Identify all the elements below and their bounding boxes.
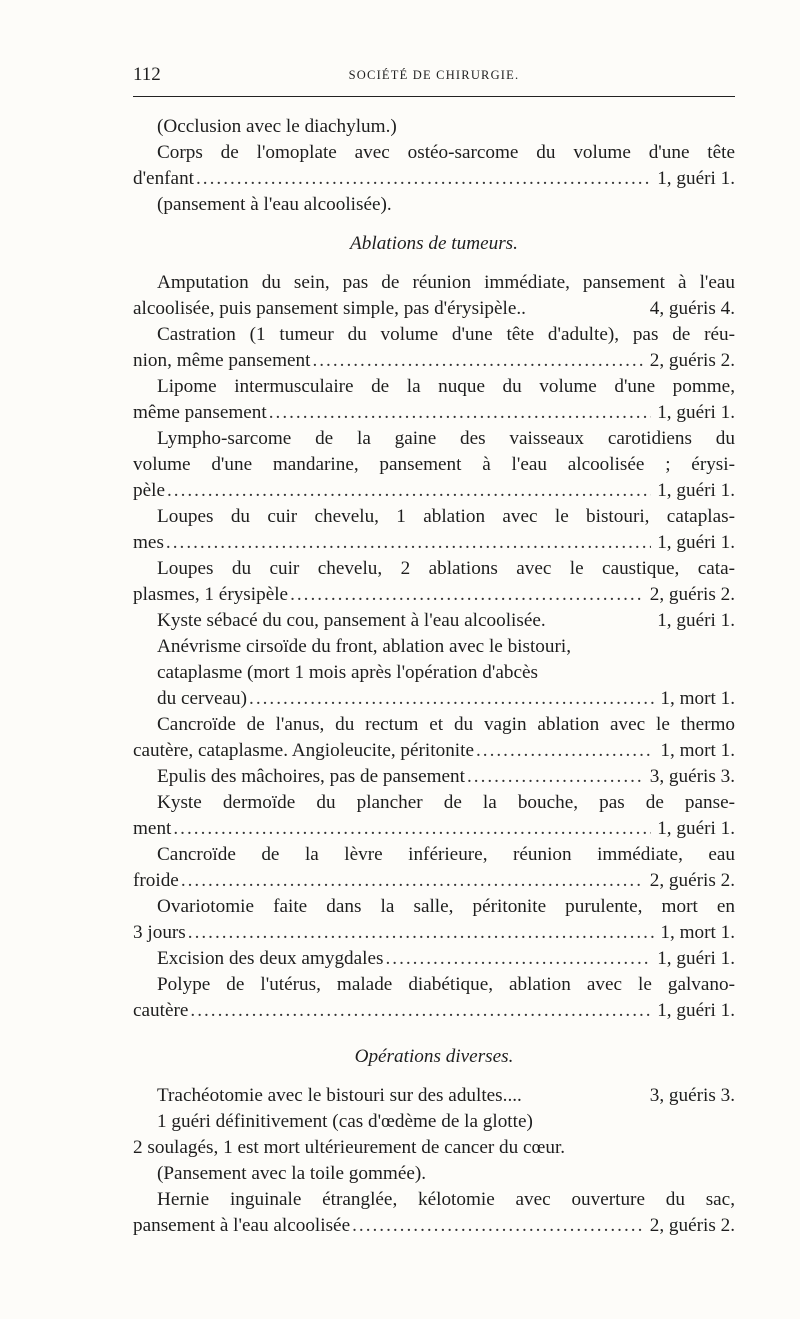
entry-line xyxy=(133,1213,735,1239)
entry-text: nion, même pansement xyxy=(133,350,311,371)
entry-result: 2, guéris 2. xyxy=(649,350,735,371)
section-title: Opérations diverses. xyxy=(354,1046,514,1067)
entry-result: 1, guéri 1. xyxy=(657,480,735,501)
page-body xyxy=(133,114,735,1239)
page-header xyxy=(133,62,735,88)
text-line: Hernie inguinale étranglée, kélotomie avec ouverture du sac, xyxy=(157,1189,735,1210)
text-line: Cancroïde de la lèvre inférieure, réunion immédiate, eau xyxy=(157,844,735,865)
entry-text: froide xyxy=(133,870,179,891)
text-line: volume d'une mandarine, pansement à l'eau alcoolisée ; érysi- xyxy=(133,454,735,475)
entry-text: pèle xyxy=(133,480,165,501)
text-line: (Pansement avec la toile gommée). xyxy=(157,1163,427,1184)
entry-result: 2, guéris 2. xyxy=(649,584,735,605)
entry-result: 3, guéris 3. xyxy=(649,766,735,787)
section-title: Ablations de tumeurs. xyxy=(350,233,518,254)
leader-dots xyxy=(188,920,655,946)
text-line: Castration (1 tumeur du volume d'une tête d'adulte), pas de réu- xyxy=(157,324,735,345)
text-line: Loupes du cuir chevelu, 2 ablations avec le caustique, cata- xyxy=(157,558,735,579)
entry-text: Epulis des mâchoires, pas de pansement xyxy=(157,766,465,787)
text-line: Loupes du cuir chevelu, 1 ablation avec le bistouri, cataplas- xyxy=(157,506,735,527)
entry-text: Trachéotomie avec le bistouri sur des adultes.... xyxy=(157,1085,522,1106)
entry-result: 1, guéri 1. xyxy=(657,818,735,839)
entry-line xyxy=(133,816,735,842)
entry-line xyxy=(133,530,735,556)
entry-text: ment xyxy=(133,818,172,839)
text-line: Cancroïde de l'anus, du rectum et du vagin ablation avec le thermo xyxy=(157,714,735,735)
entry-line xyxy=(133,608,735,634)
entry-result: 1, mort 1. xyxy=(660,740,735,761)
leader-dots xyxy=(173,816,651,842)
entry-result: 1, guéri 1. xyxy=(657,168,735,189)
leader-dots xyxy=(467,764,644,790)
leader-dots xyxy=(290,582,644,608)
text-line: Kyste dermoïde du plancher de la bouche, pas de panse- xyxy=(157,792,735,813)
text-line: 2 soulagés, 1 est mort ultérieurement de cancer du cœur. xyxy=(133,1137,566,1158)
text-line: Polype de l'utérus, malade diabétique, ablation avec le galvano- xyxy=(157,974,735,995)
text-line: Anévrisme cirsoïde du front, ablation avec le bistouri, xyxy=(157,636,572,657)
leader-dots xyxy=(190,998,651,1024)
entry-line xyxy=(133,920,735,946)
entry-result: 4, guéris 4. xyxy=(649,298,735,319)
text-line: Ovariotomie faite dans la salle, péritonite purulente, mort en xyxy=(157,896,735,917)
entry-result: 2, guéris 2. xyxy=(649,870,735,891)
text-line: 1 guéri définitivement (cas d'œdème de la glotte) xyxy=(157,1111,533,1132)
leader-dots xyxy=(476,738,654,764)
entry-result: 1, mort 1. xyxy=(660,688,735,709)
entry-result: 1, guéri 1. xyxy=(657,948,735,969)
header-rule xyxy=(133,96,735,97)
entry-line xyxy=(133,868,735,894)
leader-dots xyxy=(196,166,651,192)
entry-text: même pansement xyxy=(133,402,267,423)
entry-text: Kyste sébacé du cou, pansement à l'eau alcoolisée. xyxy=(157,610,546,631)
entry-result: 1, mort 1. xyxy=(660,922,735,943)
entry-result: 1, guéri 1. xyxy=(657,532,735,553)
text-line: cataplasme (mort 1 mois après l'opération d'abcès xyxy=(157,662,538,683)
entry-result: 1, guéri 1. xyxy=(657,1000,735,1021)
entry-text: du cerveau) xyxy=(157,688,248,709)
entry-line xyxy=(133,296,735,322)
text-line: Corps de l'omoplate avec ostéo-sarcome du volume d'une tête xyxy=(157,142,735,163)
text-line: (Occlusion avec le diachylum.) xyxy=(157,116,397,137)
leader-dots xyxy=(181,868,644,894)
entry-text: cautère xyxy=(133,1000,189,1021)
leader-dots xyxy=(352,1213,644,1239)
entry-text: mes xyxy=(133,532,164,553)
entry-line xyxy=(133,166,735,192)
text-line: Lympho-sarcome de la gaine des vaisseaux carotidiens du xyxy=(157,428,735,449)
entry-text: Excision des deux amygdales xyxy=(157,948,384,969)
running-head: SOCIÉTÉ DE CHIRURGIE. xyxy=(348,68,520,82)
entry-result: 2, guéris 2. xyxy=(649,1215,735,1236)
page-number: 112 xyxy=(133,64,161,85)
entry-line xyxy=(133,400,735,426)
entry-line xyxy=(133,478,735,504)
entry-line xyxy=(133,764,735,790)
leader-dots xyxy=(385,946,651,972)
text-line: Lipome intermusculaire de la nuque du volume d'une pomme, xyxy=(157,376,735,397)
entry-text: d'enfant xyxy=(133,168,194,189)
entry-line xyxy=(133,1083,735,1109)
entry-line xyxy=(133,738,735,764)
entry-text: plasmes, 1 érysipèle xyxy=(133,584,289,605)
entry-line xyxy=(133,582,735,608)
entry-text: alcoolisée, puis pansement simple, pas d'érysipèle.. xyxy=(133,298,526,319)
entry-result: 1, guéri 1. xyxy=(657,402,735,423)
entry-line xyxy=(133,998,735,1024)
leader-dots xyxy=(269,400,651,426)
entry-result: 3, guéris 3. xyxy=(649,1085,735,1106)
leader-dots xyxy=(312,348,643,374)
entry-line xyxy=(133,946,735,972)
entry-text: 3 jours xyxy=(133,922,186,943)
text-line: (pansement à l'eau alcoolisée). xyxy=(157,194,392,215)
entry-text: cautère, cataplasme. Angioleucite, péritonite xyxy=(133,740,474,761)
entry-line xyxy=(133,686,735,712)
entry-result: 1, guéri 1. xyxy=(657,610,735,631)
entry-text: pansement à l'eau alcoolisée xyxy=(133,1215,351,1236)
leader-dots xyxy=(249,686,654,712)
leader-dots xyxy=(167,478,651,504)
text-line: Amputation du sein, pas de réunion immédiate, pansement à l'eau xyxy=(157,272,735,293)
leader-dots xyxy=(166,530,651,556)
entry-line xyxy=(133,348,735,374)
